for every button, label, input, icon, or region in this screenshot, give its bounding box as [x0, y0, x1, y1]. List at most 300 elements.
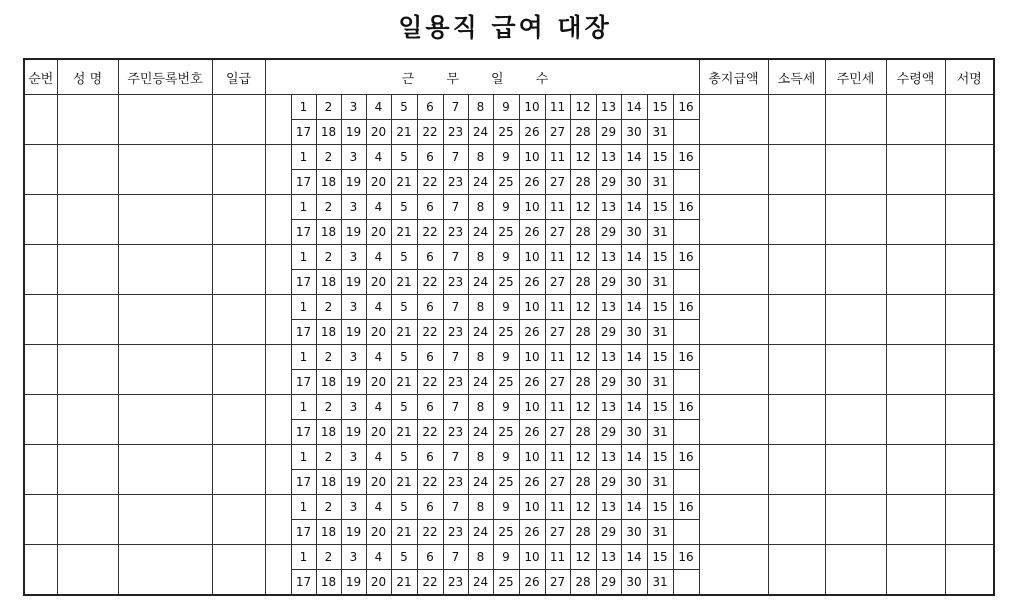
day-cell[interactable]: 12 — [570, 495, 596, 520]
day-cell[interactable]: 10 — [519, 445, 545, 470]
day-cell[interactable]: 30 — [621, 220, 647, 245]
day-cell[interactable]: 27 — [545, 170, 570, 195]
day-cell[interactable]: 19 — [341, 220, 366, 245]
day-cell[interactable]: 23 — [443, 370, 468, 395]
day-cell[interactable]: 18 — [316, 570, 341, 596]
day-cell[interactable]: 29 — [596, 570, 621, 596]
day-cell[interactable]: 8 — [468, 295, 493, 320]
day-cell[interactable]: 13 — [596, 345, 621, 370]
day-cell[interactable]: 22 — [417, 320, 443, 345]
day-cell[interactable]: 11 — [545, 395, 570, 420]
day-cell[interactable]: 15 — [647, 445, 673, 470]
day-cell[interactable]: 28 — [570, 170, 596, 195]
day-cell[interactable]: 26 — [519, 470, 545, 495]
day-cell[interactable]: 1 — [291, 495, 316, 520]
day-cell[interactable]: 4 — [366, 545, 391, 570]
cell-daily-wage[interactable] — [212, 495, 265, 545]
day-cell[interactable]: 28 — [570, 520, 596, 545]
day-cell[interactable]: 14 — [621, 395, 647, 420]
cell-net-pay[interactable] — [886, 295, 945, 345]
day-cell[interactable]: 30 — [621, 520, 647, 545]
day-cell[interactable]: 17 — [291, 420, 316, 445]
day-cell[interactable]: 13 — [596, 445, 621, 470]
day-cell[interactable]: 7 — [443, 495, 468, 520]
day-cell[interactable]: 26 — [519, 520, 545, 545]
cell-income-tax[interactable] — [768, 245, 825, 295]
day-cell[interactable]: 14 — [621, 545, 647, 570]
day-cell[interactable]: 20 — [366, 270, 391, 295]
day-cell[interactable]: 16 — [673, 95, 699, 120]
day-cell[interactable]: 31 — [647, 470, 673, 495]
day-cell[interactable]: 9 — [493, 395, 519, 420]
day-cell[interactable] — [673, 370, 699, 395]
day-cell[interactable]: 21 — [391, 220, 417, 245]
day-cell[interactable]: 7 — [443, 95, 468, 120]
day-cell[interactable]: 10 — [519, 245, 545, 270]
day-cell[interactable]: 4 — [366, 145, 391, 170]
cell-name[interactable] — [57, 195, 118, 245]
cell-income-tax[interactable] — [768, 195, 825, 245]
day-cell[interactable]: 4 — [366, 195, 391, 220]
day-cell[interactable]: 24 — [468, 170, 493, 195]
day-cell[interactable]: 28 — [570, 270, 596, 295]
day-cell[interactable]: 26 — [519, 170, 545, 195]
day-cell[interactable]: 13 — [596, 95, 621, 120]
day-cell[interactable]: 6 — [417, 145, 443, 170]
day-cell[interactable]: 16 — [673, 545, 699, 570]
day-cell[interactable]: 25 — [493, 170, 519, 195]
day-cell[interactable]: 14 — [621, 345, 647, 370]
day-cell[interactable]: 8 — [468, 445, 493, 470]
day-cell[interactable]: 22 — [417, 470, 443, 495]
day-cell[interactable]: 25 — [493, 520, 519, 545]
day-cell[interactable]: 21 — [391, 470, 417, 495]
day-cell[interactable]: 19 — [341, 420, 366, 445]
cell-income-tax[interactable] — [768, 395, 825, 445]
day-cell[interactable]: 18 — [316, 320, 341, 345]
day-cell[interactable]: 27 — [545, 420, 570, 445]
day-cell[interactable]: 13 — [596, 295, 621, 320]
day-cell[interactable]: 5 — [391, 245, 417, 270]
day-cell[interactable]: 10 — [519, 495, 545, 520]
cell-net-pay[interactable] — [886, 95, 945, 145]
day-cell[interactable]: 29 — [596, 120, 621, 145]
cell-no[interactable] — [24, 295, 57, 345]
day-cell[interactable]: 11 — [545, 545, 570, 570]
cell-income-tax[interactable] — [768, 495, 825, 545]
day-cell[interactable]: 30 — [621, 320, 647, 345]
day-cell[interactable]: 18 — [316, 370, 341, 395]
day-cell[interactable]: 9 — [493, 95, 519, 120]
day-cell[interactable]: 30 — [621, 120, 647, 145]
day-cell[interactable]: 27 — [545, 270, 570, 295]
cell-signature[interactable] — [945, 445, 994, 495]
day-cell[interactable]: 28 — [570, 420, 596, 445]
day-cell[interactable]: 8 — [468, 395, 493, 420]
day-cell[interactable]: 21 — [391, 120, 417, 145]
day-cell[interactable]: 25 — [493, 120, 519, 145]
cell-signature[interactable] — [945, 245, 994, 295]
day-cell[interactable]: 6 — [417, 445, 443, 470]
day-cell[interactable]: 20 — [366, 170, 391, 195]
day-cell[interactable]: 23 — [443, 220, 468, 245]
day-cell[interactable]: 8 — [468, 95, 493, 120]
day-cell[interactable]: 25 — [493, 420, 519, 445]
day-cell[interactable]: 15 — [647, 495, 673, 520]
cell-no[interactable] — [24, 95, 57, 145]
day-cell[interactable]: 24 — [468, 220, 493, 245]
cell-name[interactable] — [57, 345, 118, 395]
day-cell[interactable]: 24 — [468, 370, 493, 395]
day-cell[interactable]: 3 — [341, 495, 366, 520]
cell-rrn[interactable] — [118, 245, 212, 295]
day-cell[interactable]: 8 — [468, 245, 493, 270]
day-cell[interactable]: 20 — [366, 420, 391, 445]
day-cell[interactable]: 4 — [366, 345, 391, 370]
day-cell[interactable]: 9 — [493, 445, 519, 470]
day-cell[interactable]: 13 — [596, 245, 621, 270]
day-cell[interactable]: 2 — [316, 495, 341, 520]
cell-rrn[interactable] — [118, 145, 212, 195]
day-cell[interactable]: 1 — [291, 245, 316, 270]
day-cell[interactable]: 10 — [519, 95, 545, 120]
cell-income-tax[interactable] — [768, 345, 825, 395]
day-cell[interactable]: 12 — [570, 145, 596, 170]
cell-daily-wage[interactable] — [212, 295, 265, 345]
cell-no[interactable] — [24, 245, 57, 295]
day-cell[interactable]: 10 — [519, 195, 545, 220]
cell-daily-wage[interactable] — [212, 345, 265, 395]
cell-name[interactable] — [57, 295, 118, 345]
day-cell[interactable]: 17 — [291, 370, 316, 395]
day-cell[interactable]: 20 — [366, 120, 391, 145]
day-cell[interactable]: 1 — [291, 345, 316, 370]
day-cell[interactable]: 14 — [621, 495, 647, 520]
day-cell[interactable]: 15 — [647, 345, 673, 370]
day-cell[interactable]: 26 — [519, 570, 545, 596]
day-cell[interactable]: 17 — [291, 470, 316, 495]
day-cell[interactable]: 12 — [570, 445, 596, 470]
day-cell[interactable]: 27 — [545, 220, 570, 245]
day-cell[interactable]: 15 — [647, 545, 673, 570]
cell-net-pay[interactable] — [886, 145, 945, 195]
day-cell[interactable]: 22 — [417, 520, 443, 545]
cell-total-pay[interactable] — [699, 495, 768, 545]
cell-resident-tax[interactable] — [825, 445, 886, 495]
cell-resident-tax[interactable] — [825, 495, 886, 545]
day-cell[interactable]: 6 — [417, 495, 443, 520]
day-cell[interactable]: 11 — [545, 295, 570, 320]
day-cell[interactable]: 29 — [596, 370, 621, 395]
day-cell[interactable]: 6 — [417, 395, 443, 420]
day-cell[interactable]: 25 — [493, 470, 519, 495]
cell-rrn[interactable] — [118, 395, 212, 445]
day-cell[interactable]: 27 — [545, 370, 570, 395]
day-cell[interactable]: 11 — [545, 345, 570, 370]
day-cell[interactable]: 27 — [545, 320, 570, 345]
day-cell[interactable]: 5 — [391, 145, 417, 170]
day-cell[interactable]: 19 — [341, 370, 366, 395]
cell-total-pay[interactable] — [699, 545, 768, 596]
day-cell[interactable]: 17 — [291, 320, 316, 345]
day-cell[interactable]: 27 — [545, 120, 570, 145]
day-cell[interactable]: 24 — [468, 120, 493, 145]
cell-name[interactable] — [57, 495, 118, 545]
day-cell[interactable]: 20 — [366, 470, 391, 495]
day-cell[interactable]: 16 — [673, 245, 699, 270]
day-cell[interactable]: 4 — [366, 445, 391, 470]
day-cell[interactable]: 19 — [341, 470, 366, 495]
cell-net-pay[interactable] — [886, 495, 945, 545]
day-cell[interactable]: 8 — [468, 345, 493, 370]
cell-resident-tax[interactable] — [825, 545, 886, 596]
cell-resident-tax[interactable] — [825, 95, 886, 145]
day-cell[interactable]: 29 — [596, 270, 621, 295]
day-cell[interactable]: 4 — [366, 395, 391, 420]
day-cell[interactable]: 7 — [443, 145, 468, 170]
day-cell[interactable]: 21 — [391, 570, 417, 596]
day-cell[interactable]: 28 — [570, 320, 596, 345]
cell-income-tax[interactable] — [768, 95, 825, 145]
cell-total-pay[interactable] — [699, 95, 768, 145]
day-cell[interactable]: 22 — [417, 570, 443, 596]
day-cell[interactable]: 4 — [366, 245, 391, 270]
cell-resident-tax[interactable] — [825, 395, 886, 445]
day-cell[interactable]: 4 — [366, 495, 391, 520]
day-cell[interactable]: 12 — [570, 545, 596, 570]
day-cell[interactable]: 1 — [291, 445, 316, 470]
day-cell[interactable]: 6 — [417, 195, 443, 220]
day-cell[interactable]: 15 — [647, 95, 673, 120]
cell-daily-wage[interactable] — [212, 95, 265, 145]
day-cell[interactable]: 31 — [647, 120, 673, 145]
cell-signature[interactable] — [945, 545, 994, 596]
day-cell[interactable]: 5 — [391, 445, 417, 470]
day-cell[interactable]: 30 — [621, 570, 647, 596]
day-cell[interactable]: 19 — [341, 120, 366, 145]
cell-signature[interactable] — [945, 145, 994, 195]
cell-income-tax[interactable] — [768, 145, 825, 195]
day-cell[interactable]: 2 — [316, 245, 341, 270]
day-cell[interactable]: 28 — [570, 470, 596, 495]
day-cell[interactable]: 16 — [673, 195, 699, 220]
cell-net-pay[interactable] — [886, 345, 945, 395]
day-cell[interactable]: 16 — [673, 395, 699, 420]
day-cell[interactable]: 3 — [341, 145, 366, 170]
day-cell[interactable]: 15 — [647, 245, 673, 270]
day-cell[interactable]: 29 — [596, 520, 621, 545]
day-cell[interactable]: 2 — [316, 295, 341, 320]
day-cell[interactable]: 2 — [316, 145, 341, 170]
cell-no[interactable] — [24, 445, 57, 495]
day-cell[interactable]: 11 — [545, 445, 570, 470]
day-cell[interactable]: 10 — [519, 295, 545, 320]
day-cell[interactable]: 31 — [647, 220, 673, 245]
cell-rrn[interactable] — [118, 545, 212, 596]
day-cell[interactable]: 5 — [391, 545, 417, 570]
day-cell[interactable]: 8 — [468, 545, 493, 570]
day-cell[interactable]: 15 — [647, 195, 673, 220]
day-cell[interactable]: 21 — [391, 420, 417, 445]
day-cell[interactable]: 13 — [596, 495, 621, 520]
cell-rrn[interactable] — [118, 295, 212, 345]
day-cell[interactable]: 21 — [391, 520, 417, 545]
day-cell[interactable]: 22 — [417, 170, 443, 195]
day-cell[interactable]: 15 — [647, 295, 673, 320]
day-cell[interactable]: 10 — [519, 395, 545, 420]
day-cell[interactable]: 17 — [291, 270, 316, 295]
day-cell[interactable] — [673, 170, 699, 195]
day-cell[interactable]: 31 — [647, 370, 673, 395]
day-cell[interactable]: 17 — [291, 220, 316, 245]
day-cell[interactable]: 9 — [493, 495, 519, 520]
cell-name[interactable] — [57, 545, 118, 596]
day-cell[interactable]: 21 — [391, 320, 417, 345]
day-cell[interactable]: 12 — [570, 245, 596, 270]
day-cell[interactable]: 11 — [545, 245, 570, 270]
day-cell[interactable]: 20 — [366, 220, 391, 245]
day-cell[interactable]: 5 — [391, 95, 417, 120]
day-cell[interactable]: 12 — [570, 195, 596, 220]
cell-no[interactable] — [24, 395, 57, 445]
day-cell[interactable]: 22 — [417, 270, 443, 295]
cell-signature[interactable] — [945, 295, 994, 345]
cell-daily-wage[interactable] — [212, 445, 265, 495]
cell-no[interactable] — [24, 195, 57, 245]
day-cell[interactable]: 11 — [545, 95, 570, 120]
day-cell[interactable]: 1 — [291, 545, 316, 570]
day-cell[interactable]: 18 — [316, 520, 341, 545]
cell-name[interactable] — [57, 395, 118, 445]
cell-daily-wage[interactable] — [212, 395, 265, 445]
day-cell[interactable]: 25 — [493, 370, 519, 395]
day-cell[interactable]: 20 — [366, 370, 391, 395]
day-cell[interactable]: 7 — [443, 395, 468, 420]
day-cell[interactable]: 17 — [291, 170, 316, 195]
day-cell[interactable]: 28 — [570, 120, 596, 145]
cell-total-pay[interactable] — [699, 145, 768, 195]
day-cell[interactable]: 27 — [545, 570, 570, 596]
day-cell[interactable]: 22 — [417, 420, 443, 445]
day-cell[interactable]: 3 — [341, 445, 366, 470]
day-cell[interactable]: 16 — [673, 345, 699, 370]
day-cell[interactable]: 19 — [341, 270, 366, 295]
day-cell[interactable]: 8 — [468, 495, 493, 520]
day-cell[interactable]: 6 — [417, 345, 443, 370]
cell-rrn[interactable] — [118, 345, 212, 395]
day-cell[interactable]: 31 — [647, 570, 673, 596]
day-cell[interactable]: 10 — [519, 545, 545, 570]
day-cell[interactable]: 30 — [621, 470, 647, 495]
cell-income-tax[interactable] — [768, 545, 825, 596]
day-cell[interactable]: 22 — [417, 370, 443, 395]
day-cell[interactable]: 7 — [443, 245, 468, 270]
day-cell[interactable]: 18 — [316, 170, 341, 195]
cell-name[interactable] — [57, 445, 118, 495]
day-cell[interactable]: 21 — [391, 170, 417, 195]
day-cell[interactable]: 7 — [443, 445, 468, 470]
day-cell[interactable]: 22 — [417, 120, 443, 145]
day-cell[interactable]: 2 — [316, 95, 341, 120]
day-cell[interactable]: 29 — [596, 470, 621, 495]
day-cell[interactable]: 2 — [316, 545, 341, 570]
day-cell[interactable]: 14 — [621, 195, 647, 220]
day-cell[interactable]: 3 — [341, 95, 366, 120]
day-cell[interactable]: 23 — [443, 470, 468, 495]
cell-signature[interactable] — [945, 495, 994, 545]
cell-total-pay[interactable] — [699, 345, 768, 395]
day-cell[interactable]: 20 — [366, 520, 391, 545]
cell-no[interactable] — [24, 145, 57, 195]
cell-net-pay[interactable] — [886, 395, 945, 445]
day-cell[interactable]: 13 — [596, 195, 621, 220]
day-cell[interactable]: 19 — [341, 520, 366, 545]
cell-name[interactable] — [57, 245, 118, 295]
day-cell[interactable]: 14 — [621, 145, 647, 170]
day-cell[interactable]: 4 — [366, 95, 391, 120]
day-cell[interactable]: 1 — [291, 195, 316, 220]
day-cell[interactable]: 3 — [341, 395, 366, 420]
cell-net-pay[interactable] — [886, 245, 945, 295]
day-cell[interactable]: 26 — [519, 120, 545, 145]
day-cell[interactable] — [673, 320, 699, 345]
day-cell[interactable]: 11 — [545, 495, 570, 520]
day-cell[interactable]: 9 — [493, 195, 519, 220]
day-cell[interactable]: 1 — [291, 145, 316, 170]
day-cell[interactable]: 4 — [366, 295, 391, 320]
day-cell[interactable]: 30 — [621, 270, 647, 295]
cell-total-pay[interactable] — [699, 445, 768, 495]
day-cell[interactable]: 29 — [596, 320, 621, 345]
day-cell[interactable]: 11 — [545, 195, 570, 220]
cell-rrn[interactable] — [118, 95, 212, 145]
day-cell[interactable]: 12 — [570, 395, 596, 420]
day-cell[interactable]: 9 — [493, 345, 519, 370]
day-cell[interactable]: 2 — [316, 445, 341, 470]
cell-resident-tax[interactable] — [825, 195, 886, 245]
day-cell[interactable] — [673, 420, 699, 445]
cell-no[interactable] — [24, 545, 57, 596]
day-cell[interactable]: 29 — [596, 170, 621, 195]
day-cell[interactable]: 9 — [493, 295, 519, 320]
day-cell[interactable]: 27 — [545, 470, 570, 495]
day-cell[interactable]: 17 — [291, 520, 316, 545]
day-cell[interactable]: 14 — [621, 245, 647, 270]
day-cell[interactable]: 12 — [570, 295, 596, 320]
day-cell[interactable]: 16 — [673, 495, 699, 520]
day-cell[interactable]: 7 — [443, 545, 468, 570]
cell-rrn[interactable] — [118, 195, 212, 245]
day-cell[interactable] — [673, 220, 699, 245]
cell-income-tax[interactable] — [768, 445, 825, 495]
day-cell[interactable]: 30 — [621, 370, 647, 395]
day-cell[interactable]: 14 — [621, 95, 647, 120]
day-cell[interactable]: 19 — [341, 320, 366, 345]
day-cell[interactable]: 15 — [647, 145, 673, 170]
day-cell[interactable]: 24 — [468, 270, 493, 295]
day-cell[interactable]: 3 — [341, 345, 366, 370]
day-cell[interactable]: 8 — [468, 195, 493, 220]
day-cell[interactable]: 17 — [291, 120, 316, 145]
day-cell[interactable]: 7 — [443, 345, 468, 370]
day-cell[interactable]: 23 — [443, 320, 468, 345]
cell-daily-wage[interactable] — [212, 245, 265, 295]
day-cell[interactable]: 28 — [570, 220, 596, 245]
day-cell[interactable]: 7 — [443, 295, 468, 320]
day-cell[interactable]: 26 — [519, 320, 545, 345]
day-cell[interactable]: 2 — [316, 395, 341, 420]
cell-net-pay[interactable] — [886, 445, 945, 495]
